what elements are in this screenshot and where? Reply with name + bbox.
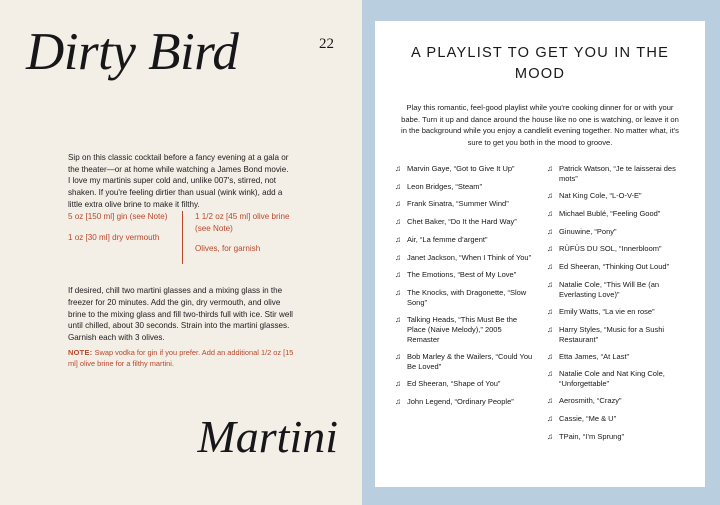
playlist-item-label: John Legend, “Ordinary People” (407, 397, 514, 407)
playlist-item-label: Etta James, “At Last” (559, 351, 630, 361)
playlist-item-label: Janet Jackson, “When I Think of You” (407, 252, 532, 262)
playlist-item-label: Michael Bublé, “Feeling Good” (559, 208, 661, 218)
playlist-item-label: The Knocks, with Dragonette, “Slow Song” (407, 288, 527, 308)
playlist-item-label: Ginuwine, “Pony” (559, 226, 617, 236)
playlist-item-label: Ed Sheeran, “Thinking Out Loud” (559, 261, 670, 271)
playlist-item (547, 369, 685, 389)
music-note-icon: ♫ (395, 288, 401, 298)
ingredient-item: 1 1/2 oz [45 ml] olive brine (see Note) (195, 212, 290, 233)
playlist-item-label: The Emotions, “Best of My Love” (407, 270, 517, 280)
playlist-item-label: Emily Watts, “La vie en rose” (559, 306, 655, 316)
music-note-icon: ♫ (395, 397, 401, 407)
playlist-item-label: Harry Styles, “Music for a Sushi Restaurant” (559, 324, 665, 344)
playlist-item-label: TPain, “I’m Sprung” (559, 431, 625, 441)
playlist-item (395, 217, 533, 228)
playlist-item-label: Bob Marley & the Wailers, “Could You Be Loved” (407, 352, 533, 372)
music-note-icon: ♫ (547, 351, 553, 361)
playlist-item-label: Frank Sinatra, “Summer Wind” (407, 199, 509, 209)
recipe-note (68, 348, 296, 369)
page-number: 22 (319, 36, 334, 52)
ingredients-column-right (182, 211, 296, 264)
music-note-icon: ♫ (547, 414, 553, 424)
playlist-item (395, 315, 533, 345)
music-note-icon: ♫ (395, 234, 401, 244)
playlist-columns (395, 164, 685, 450)
playlist-item-label: Natalie Cole, “This Will Be (an Everlasting Love)” (559, 279, 660, 299)
recipe-note-label: NOTE: (68, 348, 93, 357)
music-note-icon: ♫ (547, 396, 553, 406)
music-note-icon: ♫ (395, 352, 401, 362)
music-note-icon: ♫ (395, 181, 401, 191)
playlist-item-label: Air, “La femme d’argent” (407, 234, 488, 244)
playlist-intro: Play this romantic, feel-good playlist while you're cooking dinner for or with your babe. Turn it up and dance around the house like no one is watching, or leave it on in the background while you enjoy a candlelit evening together. No matter what, it's sure to get you both in the mood to groove. (401, 103, 679, 147)
playlist-card (375, 21, 705, 487)
music-note-icon: ♫ (547, 164, 553, 173)
playlist-item-label: Marvin Gaye, “Got to Give It Up” (407, 164, 515, 173)
ingredients-column-left (68, 211, 182, 264)
ingredient-item: Olives, for garnish (195, 244, 261, 254)
playlist-item (395, 164, 533, 175)
playlist-column-right (547, 164, 685, 450)
playlist-column-left (395, 164, 533, 450)
playlist-item (547, 432, 685, 443)
playlist-item (395, 397, 533, 408)
playlist-item (547, 414, 685, 425)
playlist-item (547, 262, 685, 273)
ingredient-item: 1 oz [30 ml] dry vermouth (68, 232, 160, 242)
playlist-item-label: Chet Baker, “Do It the Hard Way” (407, 217, 517, 227)
music-note-icon: ♫ (395, 164, 401, 173)
music-note-icon: ♫ (547, 324, 553, 334)
ingredient-item: 5 oz [150 ml] gin (see Note) (68, 212, 168, 221)
playlist-item (547, 280, 685, 300)
music-note-icon: ♫ (547, 279, 553, 289)
playlist-title: A PLAYLIST TO GET YOU IN THE MOOD (411, 45, 669, 82)
playlist-item-label: Ed Sheeran, “Shape of You” (407, 379, 501, 389)
recipe-title-main: Dirty Bird (26, 23, 239, 81)
playlist-item-label: Nat King Cole, “L-O-V-E” (559, 191, 642, 201)
music-note-icon: ♫ (547, 431, 553, 441)
recipe-note-body: Swap vodka for gin if you prefer. Add an additional 1/2 oz [15 ml] olive brine for a filthy martini. (68, 348, 294, 368)
playlist-item (395, 288, 533, 308)
playlist-item (395, 270, 533, 281)
music-note-icon: ♫ (547, 208, 553, 218)
recipe-method: If desired, chill two martini glasses and a mixing glass in the freezer for 20 minutes. Add the gin, dry vermouth, and olive brine to the mixing glass and fill two-thirds full with ice. Stir well until chilled, about 30 seconds. Strain into the martini glasses. Garnish each with 3 olives. (68, 286, 293, 343)
playlist-item-label: Natalie Cole and Nat King Cole, “Unforgettable” (559, 369, 665, 389)
playlist-item-label: Aerosmith, “Crazy” (559, 396, 622, 406)
music-note-icon: ♫ (547, 191, 553, 201)
playlist-item (395, 253, 533, 264)
playlist-item (395, 352, 533, 372)
playlist-item (547, 191, 685, 202)
playlist-item (547, 164, 685, 184)
playlist-item (547, 209, 685, 220)
playlist-item (395, 379, 533, 390)
playlist-item (547, 325, 685, 345)
music-note-icon: ♫ (395, 199, 401, 209)
playlist-item (395, 235, 533, 246)
playlist-item-label: Patrick Watson, “Je te laisserai des mots” (559, 164, 676, 184)
music-note-icon: ♫ (395, 315, 401, 325)
recipe-title-sub: Martini (197, 411, 338, 462)
playlist-item (547, 396, 685, 407)
music-note-icon: ♫ (547, 244, 553, 254)
playlist-item (395, 182, 533, 193)
music-note-icon: ♫ (547, 306, 553, 316)
music-note-icon: ♫ (547, 226, 553, 236)
music-note-icon: ♫ (395, 379, 401, 389)
playlist-item-label: Leon Bridges, “Steam” (407, 181, 483, 191)
right-page (362, 0, 720, 505)
playlist-item-label: Talking Heads, “This Must Be the Place (Naive Melody),” 2005 Remaster (407, 315, 518, 345)
music-note-icon: ♫ (547, 261, 553, 271)
recipe-intro: Sip on this classic cocktail before a fancy evening at a gala or the theater—or at home while watching a James Bond movie. I love my martinis super cold and, unlike 007's, stirred, not shaken. If you're feeling dirtier than usual (wink wink), add a little extra olive brine to make it filthy. (68, 153, 289, 209)
music-note-icon: ♫ (395, 217, 401, 227)
ingredients-block (68, 211, 296, 264)
playlist-item (547, 307, 685, 318)
playlist-item-label: RÜFÜS DU SOL, “Innerbloom” (559, 244, 662, 254)
music-note-icon: ♫ (395, 270, 401, 280)
playlist-item (547, 244, 685, 255)
music-note-icon: ♫ (395, 252, 401, 262)
playlist-item (547, 352, 685, 363)
playlist-item (395, 199, 533, 210)
music-note-icon: ♫ (547, 369, 553, 379)
playlist-item (547, 227, 685, 238)
playlist-item-label: Cassie, “Me & U” (559, 414, 617, 424)
